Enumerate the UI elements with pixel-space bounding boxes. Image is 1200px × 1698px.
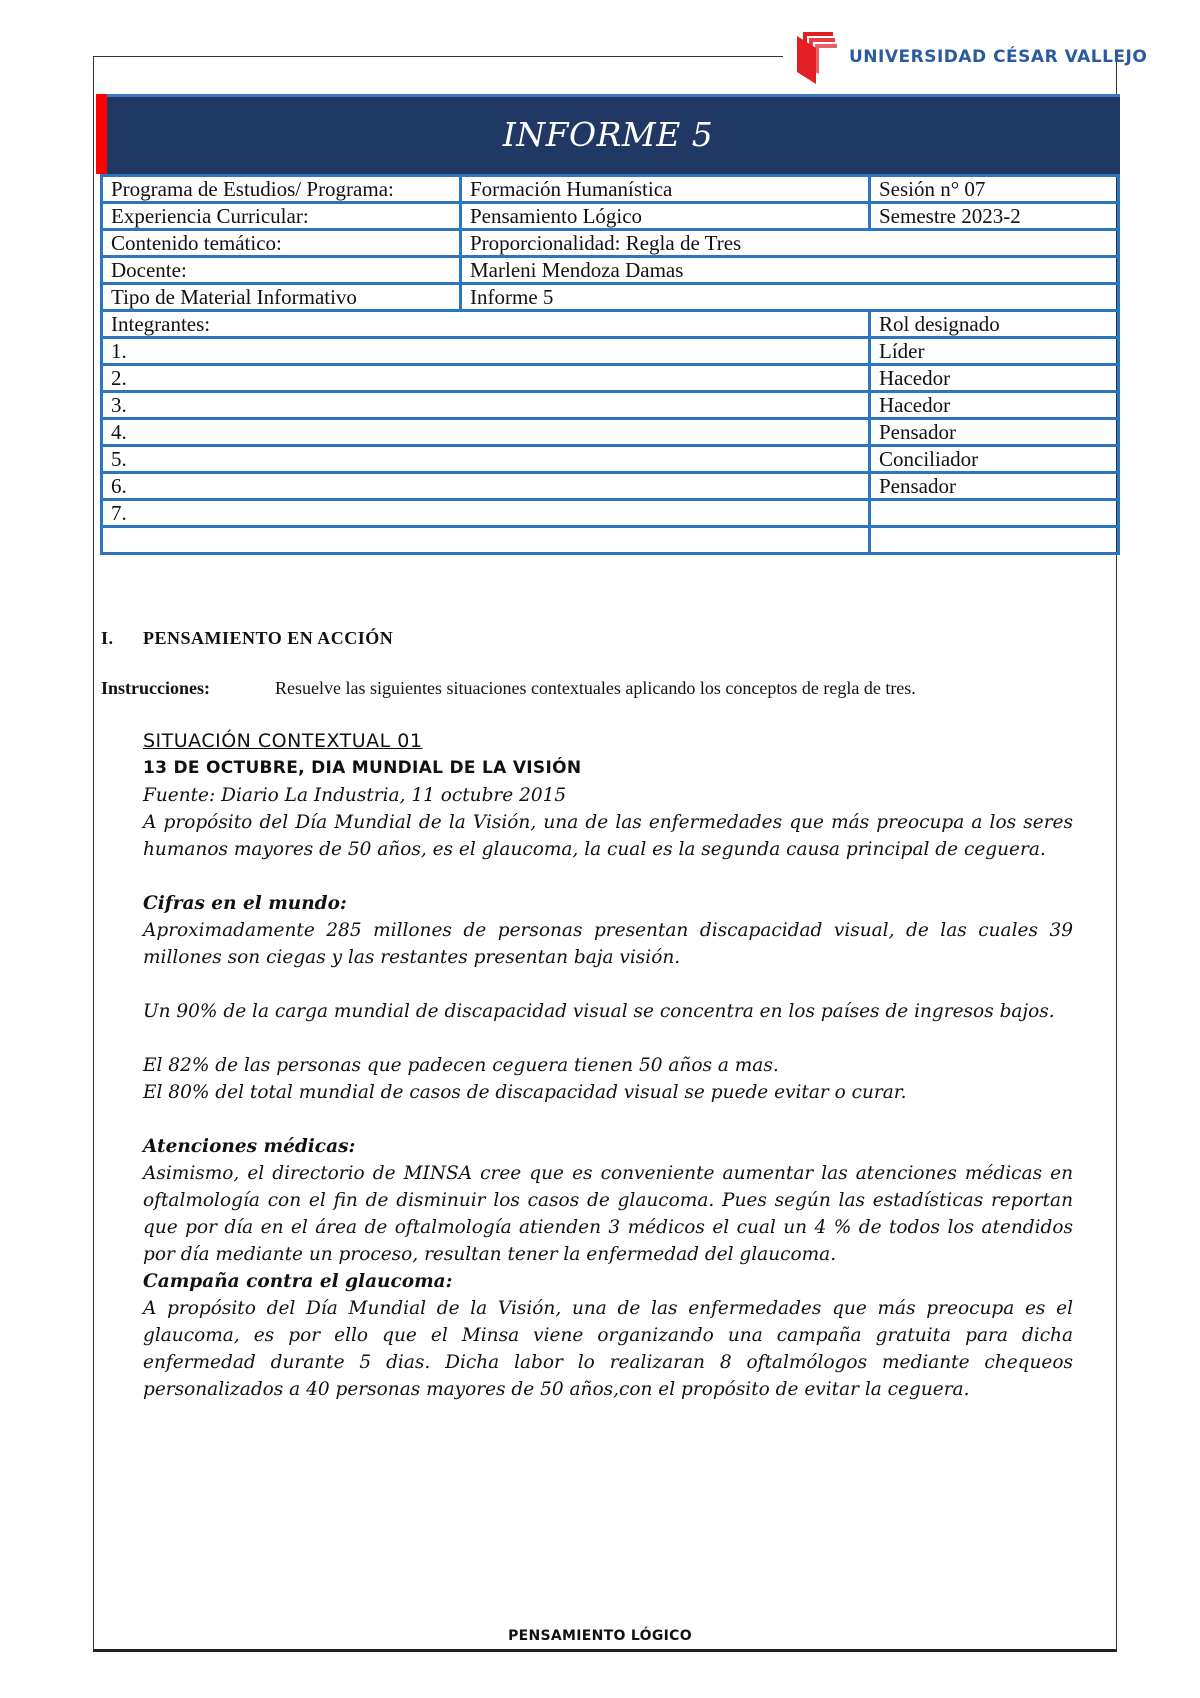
cifras-paragraph-4: El 80% del total mundial de casos de discapacidad visual se puede evitar o curar.	[143, 1082, 907, 1103]
member-number: 2.	[102, 365, 870, 392]
table-row	[102, 230, 1119, 257]
title-banner	[96, 94, 1120, 174]
book-shield-icon	[793, 28, 839, 86]
member-role: Líder	[870, 338, 1119, 365]
member-number: 4.	[102, 419, 870, 446]
row-value: Informe 5	[461, 284, 1119, 311]
member-role	[870, 500, 1119, 527]
cifras-paragraph-3: El 82% de las personas que padecen ceguera tienen 50 años a mas.	[143, 1055, 779, 1076]
members-label: Integrantes:	[102, 311, 870, 338]
university-name: UNIVERSIDAD CÉSAR VALLEJO	[849, 47, 1148, 67]
row-label: Docente:	[102, 257, 461, 284]
member-role: Hacedor	[870, 392, 1119, 419]
member-role: Pensador	[870, 473, 1119, 500]
row-label: Tipo de Material Informativo	[102, 284, 461, 311]
member-role	[870, 527, 1119, 554]
situation-subtitle: 13 DE OCTUBRE, DIA MUNDIAL DE LA VISIÓN	[143, 758, 582, 778]
row-value: Marleni Mendoza Damas	[461, 257, 1119, 284]
campana-paragraph: A propósito del Día Mundial de la Visión, una de las enfermedades que más preocupa es el glaucoma, es por ello que el Minsa viene organizando una campaña gratuita para dicha enfermedad durante 5 dias. Dicha labor lo realizaran 8 oftalmólogos mediante chequeos personalizados a 40 personas mayores de 50 años,con el propósito de evitar la ceguera.	[143, 1298, 1073, 1400]
document-title: INFORME 5	[502, 115, 714, 154]
info-table	[100, 174, 1120, 555]
role-header: Rol designado	[870, 311, 1119, 338]
row-label: Contenido temático:	[102, 230, 461, 257]
table-row	[102, 176, 1119, 203]
section-title: PENSAMIENTO EN ACCIÓN	[143, 628, 394, 648]
situation-title: SITUACIÓN CONTEXTUAL 01	[143, 730, 423, 752]
cifras-paragraph-1: Aproximadamente 285 millones de personas presentan discapacidad visual, de las cuales 39 millones son ciegas y las restantes presentan baja visión.	[143, 920, 1073, 968]
row-extra: Semestre 2023-2	[870, 203, 1119, 230]
row-value: Proporcionalidad: Regla de Tres	[461, 230, 1119, 257]
section-number: I.	[101, 628, 114, 648]
row-label: Programa de Estudios/ Programa:	[102, 176, 461, 203]
member-role: Hacedor	[870, 365, 1119, 392]
member-row	[102, 419, 1119, 446]
table-row	[102, 284, 1119, 311]
instructions	[101, 678, 916, 699]
source-line: Fuente: Diario La Industria, 11 octubre 2015	[143, 785, 567, 806]
member-number: 1.	[102, 338, 870, 365]
member-role: Conciliador	[870, 446, 1119, 473]
row-value: Formación Humanística	[461, 176, 870, 203]
instructions-label: Instrucciones:	[101, 678, 210, 698]
instructions-text: Resuelve las siguientes situaciones contextuales aplicando los conceptos de regla de tres.	[275, 678, 916, 698]
university-logo	[793, 28, 1147, 86]
member-number: 7.	[102, 500, 870, 527]
table-row	[102, 203, 1119, 230]
member-row	[102, 500, 1119, 527]
section-heading	[101, 628, 393, 649]
campana-heading: Campaña contra el glaucoma:	[143, 1271, 453, 1292]
member-row	[102, 365, 1119, 392]
table-row	[102, 257, 1119, 284]
atenciones-paragraph: Asimismo, el directorio de MINSA cree que es conveniente aumentar las atenciones médicas en oftalmología con el fin de disminuir los casos de glaucoma. Pues según las estadísticas reportan que por día en el área de oftalmología atienden 3 médicos el cual un 4 % de todos los atendidos por día mediante un proceso, resultan tener la enfermedad del glaucoma.	[143, 1163, 1073, 1265]
member-number: 6.	[102, 473, 870, 500]
row-value: Pensamiento Lógico	[461, 203, 870, 230]
member-row	[102, 473, 1119, 500]
member-role: Pensador	[870, 419, 1119, 446]
cifras-heading: Cifras en el mundo:	[143, 893, 347, 914]
member-number: 5.	[102, 446, 870, 473]
row-extra: Sesión n° 07	[870, 176, 1119, 203]
intro-paragraph: A propósito del Día Mundial de la Visión, una de las enfermedades que más preocupa a los seres humanos mayores de 50 años, es el glaucoma, la cual es la segunda causa principal de ceguera.	[143, 812, 1073, 860]
cifras-paragraph-2: Un 90% de la carga mundial de discapacidad visual se concentra en los países de ingresos bajos.	[143, 1001, 1055, 1022]
members-header-row	[102, 311, 1119, 338]
page-footer: PENSAMIENTO LÓGICO	[508, 1628, 692, 1644]
member-row	[102, 392, 1119, 419]
member-number	[102, 527, 870, 554]
member-row	[102, 446, 1119, 473]
row-label: Experiencia Curricular:	[102, 203, 461, 230]
atenciones-heading: Atenciones médicas:	[143, 1136, 356, 1157]
member-row	[102, 527, 1119, 554]
member-row	[102, 338, 1119, 365]
member-number: 3.	[102, 392, 870, 419]
situation-content	[143, 728, 1073, 1403]
